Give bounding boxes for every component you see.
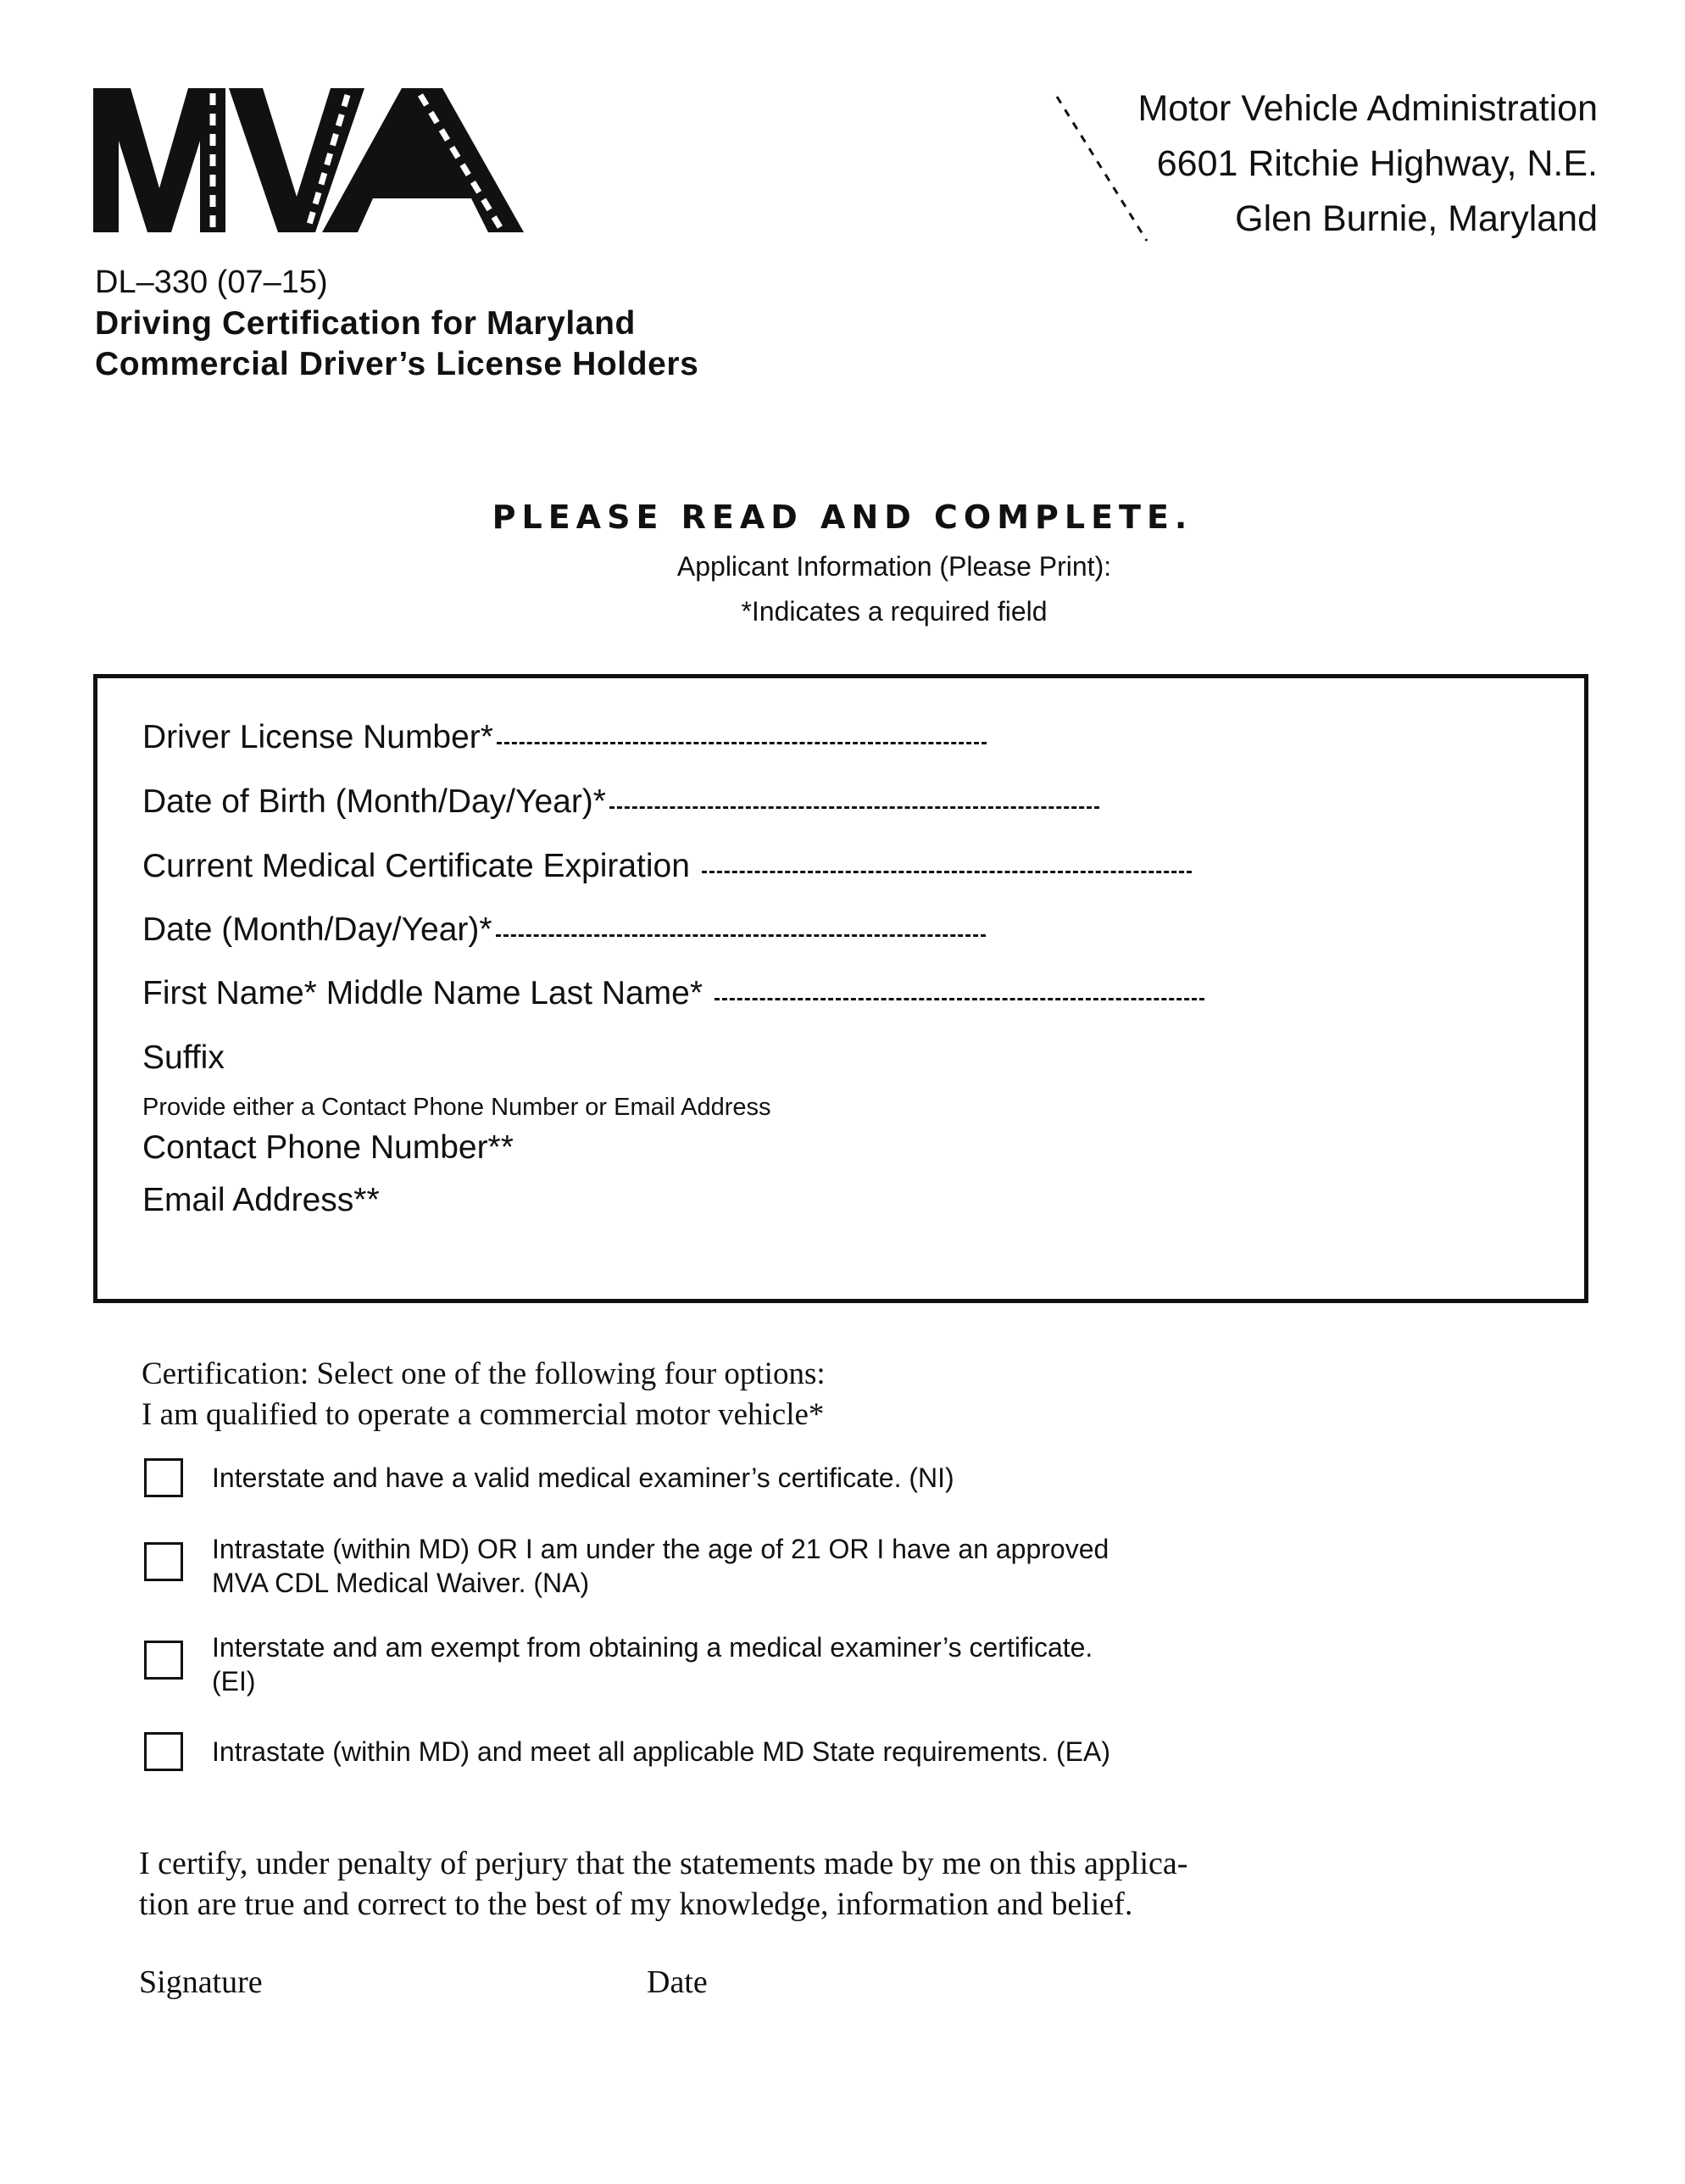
checkbox-na[interactable]	[144, 1542, 183, 1581]
expiration-date-blank[interactable]	[496, 934, 986, 937]
medical-cert-expiration-label: Current Medical Certificate Expiration	[142, 848, 690, 884]
certification-intro: Certification: Select one of the following four options:	[142, 1357, 826, 1391]
declaration-line-1: I certify, under penalty of perjury that the statements made by me on this applica-	[139, 1846, 1188, 1881]
option-ni-line-1: Interstate and have a valid medical examiner’s certificate. (NI)	[212, 1462, 954, 1493]
contact-note: Provide either a Contact Phone Number or Email Address	[142, 1094, 771, 1121]
suffix-field[interactable]	[142, 1037, 225, 1079]
option-ei-line-1: Interstate and am exempt from obtaining a medical examiner’s certificate.	[212, 1632, 1093, 1663]
declaration-line-2: tion are true and correct to the best of my knowledge, information and belief.	[139, 1886, 1133, 1922]
applicant-info-subheading: Applicant Information (Please Print):	[676, 551, 1112, 582]
option-ei-line-2: (EI)	[212, 1666, 256, 1696]
required-field-note: *Indicates a required field	[741, 596, 1048, 627]
instruction-heading: PLEASE READ AND COMPLETE.	[492, 499, 1193, 536]
option-ni-text	[212, 1461, 954, 1495]
applicant-info-box	[93, 674, 1588, 1303]
address-line-agency: Motor Vehicle Administration	[1137, 88, 1598, 129]
medical-cert-expiration-blank[interactable]	[702, 871, 1192, 873]
full-name-label: First Name* Middle Name Last Name*	[142, 975, 703, 1011]
option-ea-text	[212, 1735, 1110, 1769]
option-na-line-1: Intrastate (within MD) OR I am under the age of 21 OR I have an approved	[212, 1534, 1109, 1564]
signature-date-label: Date	[647, 1964, 708, 2000]
form-title-line-1: Driving Certification for Maryland	[95, 305, 636, 342]
form-title-line-2: Commercial Driver’s License Holders	[95, 346, 699, 382]
expiration-date-field[interactable]	[142, 909, 986, 951]
signature-label: Signature	[139, 1964, 263, 2000]
driver-license-number-blank[interactable]	[497, 742, 987, 744]
expiration-date-label: Date (Month/Day/Year)*	[142, 911, 492, 948]
checkbox-ni[interactable]	[144, 1458, 183, 1497]
address-line-street: 6601 Ritchie Highway, N.E.	[1156, 143, 1598, 184]
form-code: DL–330 (07–15)	[95, 265, 328, 300]
date-of-birth-blank[interactable]	[609, 806, 1099, 809]
driver-license-number-field[interactable]	[142, 716, 987, 759]
option-na-line-2: MVA CDL Medical Waiver. (NA)	[212, 1568, 590, 1598]
suffix-label: Suffix	[142, 1039, 225, 1076]
checkbox-ea[interactable]	[144, 1732, 183, 1771]
option-ei-text	[212, 1630, 1093, 1698]
date-of-birth-field[interactable]	[142, 781, 1099, 823]
option-ea-line-1: Intrastate (within MD) and meet all applicable MD State requirements. (EA)	[212, 1736, 1110, 1767]
decorative-dashed-slash	[1047, 92, 1148, 244]
certification-qualification-statement: I am qualified to operate a commercial motor vehicle*	[142, 1397, 825, 1432]
full-name-blank[interactable]	[715, 998, 1204, 1000]
contact-phone-label: Contact Phone Number**	[142, 1129, 514, 1166]
option-na-text	[212, 1532, 1109, 1600]
driver-license-number-label: Driver License Number*	[142, 719, 493, 755]
medical-cert-expiration-field[interactable]	[142, 845, 1192, 888]
date-of-birth-label: Date of Birth (Month/Day/Year)*	[142, 783, 606, 820]
email-address-label: Email Address**	[142, 1182, 380, 1218]
address-line-city: Glen Burnie, Maryland	[1235, 198, 1598, 239]
full-name-field[interactable]	[142, 972, 1204, 1015]
mva-logo	[93, 88, 526, 241]
checkbox-ei[interactable]	[144, 1641, 183, 1680]
